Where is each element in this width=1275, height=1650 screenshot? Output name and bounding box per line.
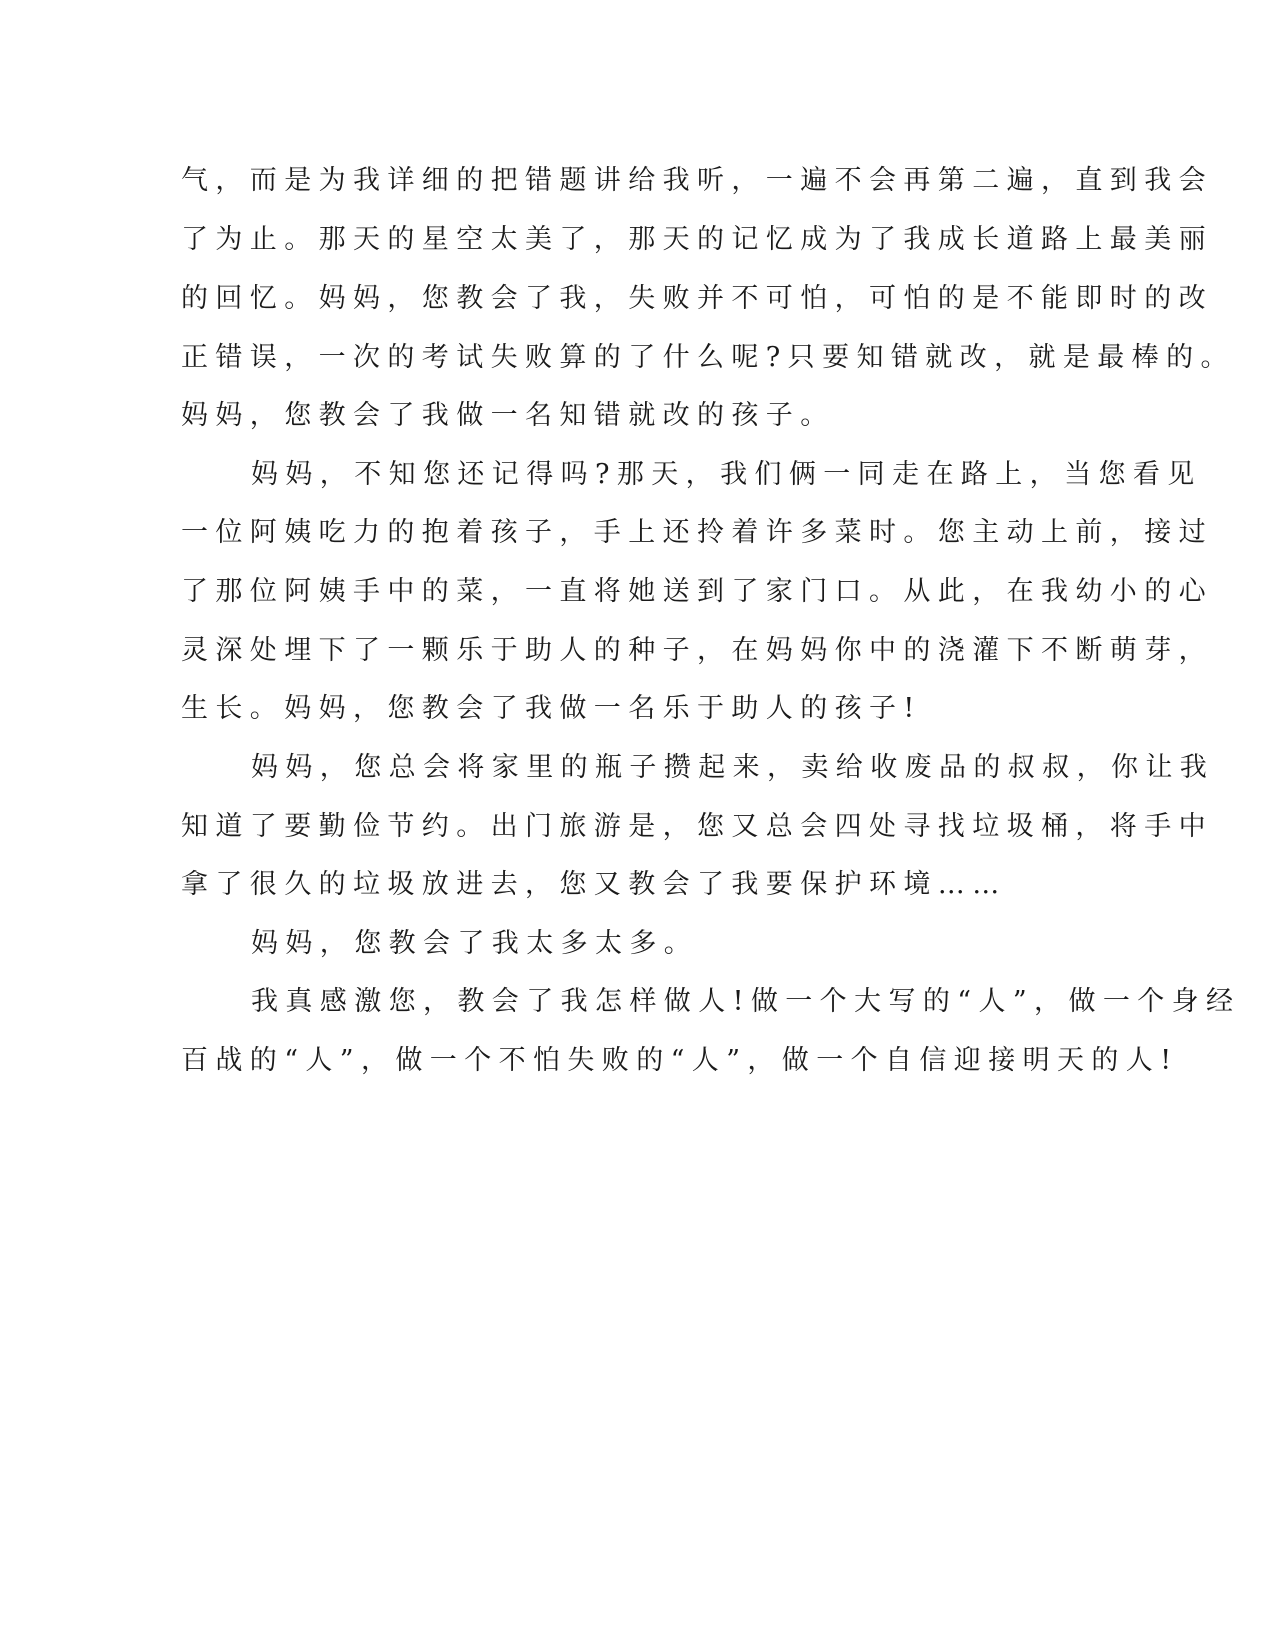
text-line: 一位阿姨吃力的抱着孩子，手上还拎着许多菜时。您主动上前，接过 [181,517,1213,548]
text-line: 正错误，一次的考试失败算的了什么呢?只要知错就改，就是最棒的。 [181,342,1235,373]
text-line: 知道了要勤俭节约。出门旅游是，您又总会四处寻找垃圾桶，将手中 [181,811,1213,842]
text-line: 妈妈，您教会了我做一名知错就改的孩子。 [181,400,835,431]
text-line: 了为止。那天的星空太美了，那天的记忆成为了我成长道路上最美丽 [181,224,1213,255]
text-line: 百战的“人”，做一个不怕失败的“人”，做一个自信迎接明天的人! [181,1045,1179,1076]
paragraph-start-line: 我真感激您，教会了我怎样做人!做一个大写的“人”，做一个身经 [251,986,1241,1017]
text-line: 了那位阿姨手中的菜，一直将她送到了家门口。从此，在我幼小的心 [181,576,1213,607]
paragraph-start-line: 妈妈，不知您还记得吗?那天，我们俩一同走在路上，当您看见 [251,459,1202,490]
text-line: 灵深处埋下了一颗乐于助人的种子，在妈妈你中的浇灌下不断萌芽， [181,635,1213,666]
text-line: 气，而是为我详细的把错题讲给我听，一遍不会再第二遍，直到我会 [181,165,1213,196]
text-line: 拿了很久的垃圾放进去，您又教会了我要保护环境…… [181,869,1007,900]
text-line: 生长。妈妈，您教会了我做一名乐于助人的孩子! [181,693,922,724]
text-line: 的回忆。妈妈，您教会了我，失败并不可怕，可怕的是不能即时的改 [181,283,1213,314]
paragraph-start-line: 妈妈，您总会将家里的瓶子攒起来，卖给收废品的叔叔，你让我 [251,752,1215,783]
paragraph-start-line: 妈妈，您教会了我太多太多。 [251,928,699,959]
